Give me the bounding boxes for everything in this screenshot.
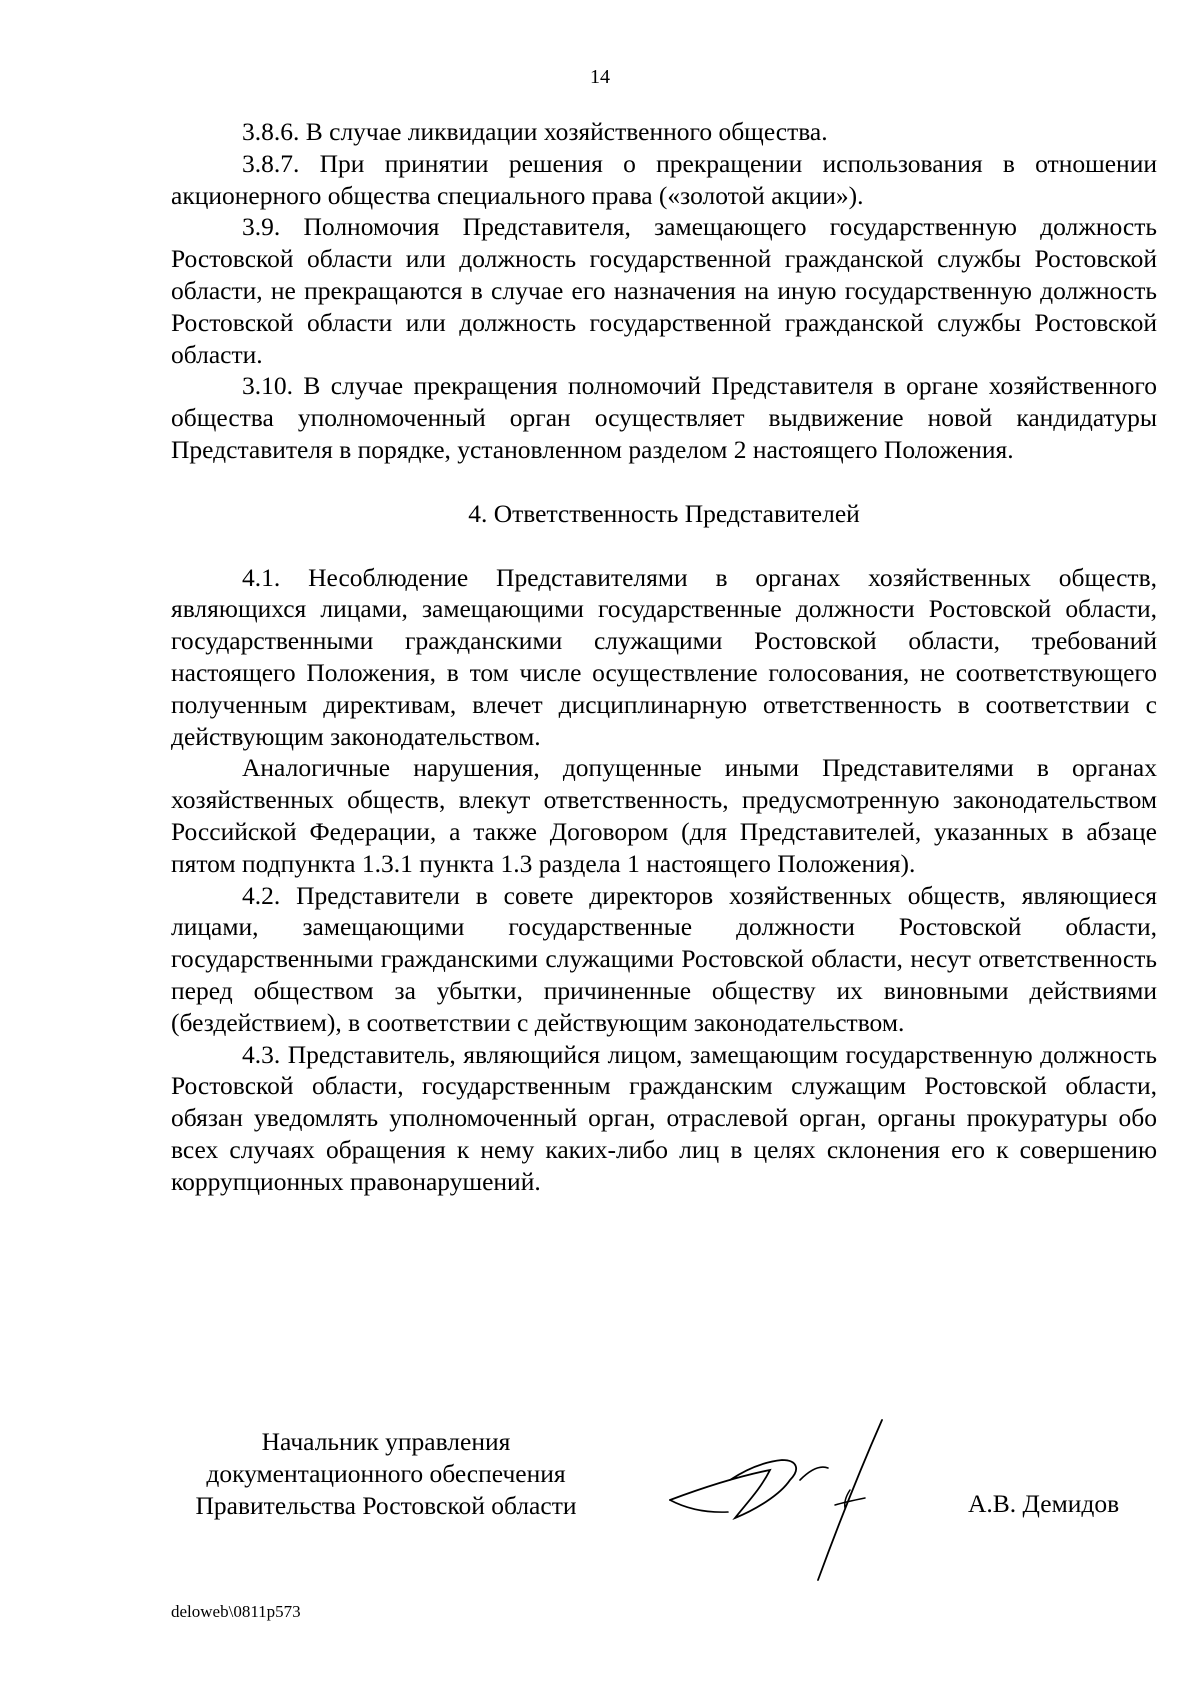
- paragraph-4-1-continued: Аналогичные нарушения, допущенные иными Представителями в органах хозяйственных обществ, влекут ответственность, предусмотренную законодательством Российской Федерации, а также Договором (для Представителей, указанных в абзаце пятом подпункта 1.3.1 пункта 1.3 раздела 1 настоящего Положения).: [171, 753, 1157, 878]
- section-heading: 4. Ответственность Представителей: [468, 498, 860, 528]
- footer-code: deloweb\0811p573: [171, 1602, 301, 1621]
- signatory-title-line: Правительства Ростовской области: [195, 1490, 577, 1520]
- paragraph-4-1: 4.1. Несоблюдение Представителями в органах хозяйственных обществ, являющихся лицами, замещающими государственные должности Ростовской области, государственными гражданскими служащими Ростовской области, требований настоящего Положения, в том числе осуществление голосования, не соответствующего полученным директивам, влечет дисциплинарную ответственность в соответствии с действующим законодательством.: [171, 562, 1157, 751]
- signatory-title-line: Начальник управления: [261, 1427, 511, 1456]
- paragraph-3-9: 3.9. Полномочия Представителя, замещающего государственную должность Ростовской области или должность государственной гражданской службы Ростовской области, не прекращаются в случае его назначения на иную государственную должность Ростовской области или должность государственной гражданской службы Ростовской области.: [171, 212, 1157, 369]
- paragraph-3-8-6: 3.8.6. В случае ликвидации хозяйственного общества.: [242, 117, 828, 146]
- page-number: 14: [590, 66, 610, 88]
- document-body: [171, 116, 1157, 1198]
- signatory-title-line: документационного обеспечения: [206, 1458, 566, 1488]
- signatory-name: А.В. Демидов: [968, 1489, 1120, 1518]
- signatory-title: [171, 1426, 601, 1521]
- paragraph-3-8-7: 3.8.7. При принятии решения о прекращении использования в отношении акционерного общества специального права («золотой акции»).: [171, 148, 1157, 210]
- paragraph-4-2: 4.2. Представители в совете директоров хозяйственных обществ, являющиеся лицами, замещающими государственные должности Ростовской области, государственными гражданскими служащими Ростовской области, несут ответственность перед обществом за убытки, причиненные обществу их виновными действиями (бездействием), в соответствии с действующим законодательством.: [171, 880, 1157, 1037]
- handwritten-signature: [650, 1410, 930, 1610]
- paragraph-4-3: 4.3. Представитель, являющийся лицом, замещающим государственную должность Ростовской области, государственным гражданским служащим Ростовской области, обязан уведомлять уполномоченный орган, отраслевой орган, органы прокуратуры обо всех случаях обращения к нему каких-либо лиц в целях склонения его к совершению коррупционных правонарушений.: [171, 1039, 1157, 1196]
- paragraph-3-10: 3.10. В случае прекращения полномочий Представителя в органе хозяйственного общества уполномоченный орган осуществляет выдвижение новой кандидатуры Представителя в порядке, установленном разделом 2 настоящего Положения.: [171, 371, 1157, 464]
